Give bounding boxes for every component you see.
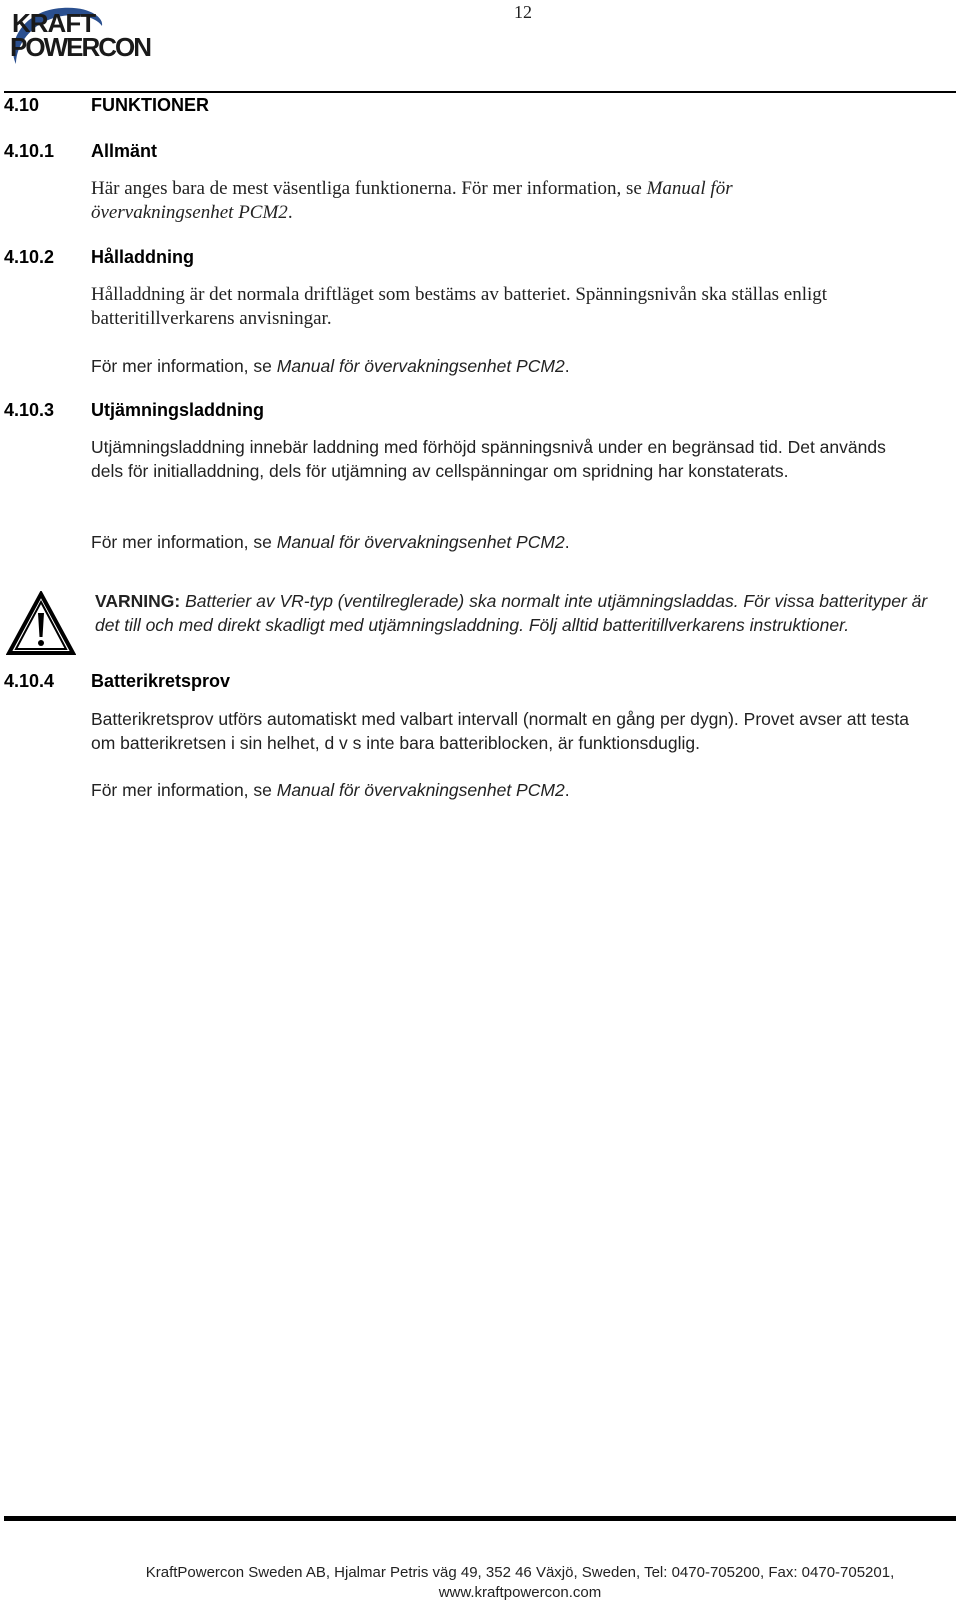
section-title: Utjämningsladdning [91,400,264,420]
more-info-batterikretsprov: För mer information, se Manual för övervakningsenhet PCM2. [91,780,570,800]
section-number: 4.10.1 [4,141,55,161]
paragraph-utjamningsladdning: Utjämningsladdning innebär laddning med förhöjd spänningsnivå under en begränsad tid. Det används dels för initialladdning, dels för utjämning av cellspänningar om spridning har konstaterats. [91,437,886,481]
warning-label: VARNING: [95,591,181,611]
section-number: 4.10.3 [4,400,55,420]
section-number: 4.10.4 [4,671,55,691]
svg-text:KRAFT: KRAFT [12,8,96,38]
footer-website: www.kraftpowercon.com [438,1584,602,1601]
manual-reference: Manual för övervakningsenhet PCM2 [91,178,733,223]
paragraph-halladdning: Hålladdning är det normala driftläget som bestäms av batteriet. Spänningsnivån ska ställas enligt batteritillverkarens anvisningar. [91,284,828,329]
kraftpowercon-logo [4,2,174,72]
svg-text:POWERCON: POWERCON [10,32,150,62]
manual-reference: Manual för övervakningsenhet PCM2 [276,780,565,800]
section-title: Batterikretsprov [91,671,231,691]
section-title: FUNKTIONER [91,95,209,115]
warning-text: Batterier av VR-typ (ventilreglerade) ska normalt inte utjämningsladdas. För vissa batterityper är det till och med direkt skadligt med utjämningsladdning. Följ alltid batteritillverkarens instruktioner. [95,591,928,635]
more-info-utjamningsladdning: För mer information, se Manual för övervakningsenhet PCM2. [91,532,570,552]
paragraph-batterikretsprov: Batterikretsprov utförs automatiskt med valbart intervall (normalt en gång per dygn). Provet avser att testa om batterikretsen i sin helhet, d v s inte bara batteriblocken, är funktionsduglig. [91,709,910,753]
paragraph-allmant: Här anges bara de mest väsentliga funktionerna. För mer information, se Manual för övervakningsenhet PCM2. [91,178,733,223]
footer [0,1563,960,1603]
footer-rule [4,1516,956,1521]
warning-triangle-icon [6,591,76,657]
section-title: Hålladdning [91,247,194,267]
warning-notice [95,589,935,637]
section-number: 4.10.2 [4,247,55,267]
section-title: Allmänt [91,141,158,161]
manual-reference: Manual för övervakningsenhet PCM2 [276,356,565,376]
section-number: 4.10 [4,95,40,115]
manual-reference: Manual för övervakningsenhet PCM2 [276,532,565,552]
footer-address: KraftPowercon Sweden AB, Hjalmar Petris väg 49, 352 46 Växjö, Sweden, Tel: 0470-705200, Fax: 0470-705201, [145,1564,895,1581]
page-number: 12 [514,2,532,22]
more-info-halladdning: För mer information, se Manual för övervakningsenhet PCM2. [91,356,570,376]
header-rule [4,91,956,93]
